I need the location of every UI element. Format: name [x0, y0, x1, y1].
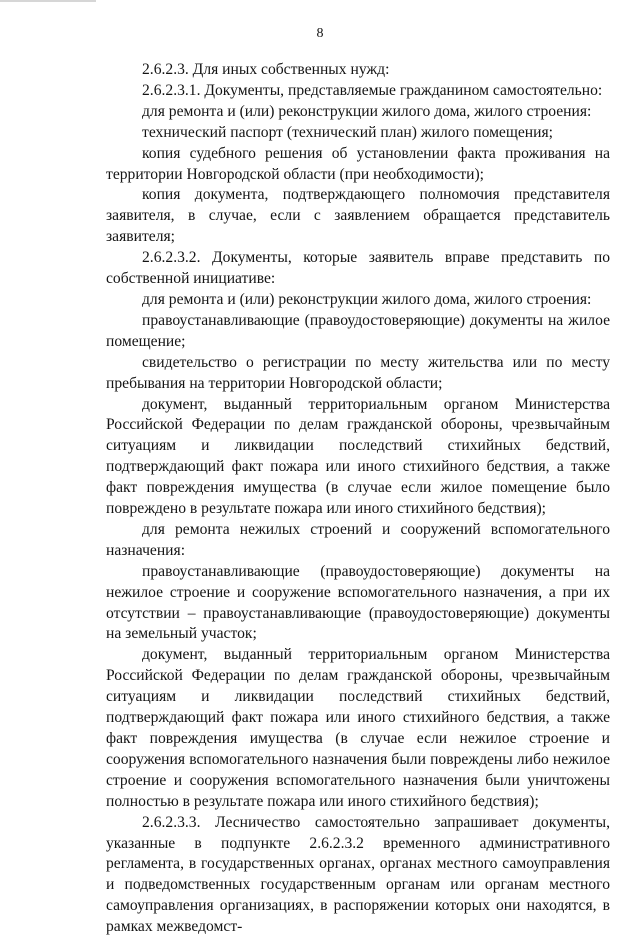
paragraph: правоустанавливающие (правоудостоверяющие) документы на жилое помещение; — [106, 311, 610, 350]
document-body — [106, 60, 610, 938]
subsection-heading-2-6-2-3-1: 2.6.2.3.1. Документы, представляемые гражданином самостоятельно: — [142, 81, 603, 99]
paragraph: документ, выданный территориальным органом Министерства Российской Федерации по делам гражданской обороны, чрезвычайным ситуациям и ликвидации последствий стихийных бедствий, подтверждающий факт пожара или иного стихийного бедствия, а также факт повреждения имущества (в случае если нежилое строение и сооружения вспомогательного назначения были повреждены либо нежилое строение и сооружения вспомогательного назначения были уничтожены полностью в результате пожара или иного стихийного бедствия); — [106, 646, 610, 810]
subsection-heading-2-6-2-3-2: 2.6.2.3.2. Документы, которые заявитель вправе представить по собственной инициативе: — [106, 249, 610, 288]
paragraph: копия документа, подтверждающего полномочия представителя заявителя, в случае, если с заявлением обращается представитель заявителя; — [106, 186, 610, 246]
paragraph: для ремонта и (или) реконструкции жилого дома, жилого строения: — [142, 290, 592, 308]
scan-edge-mark — [0, 0, 96, 2]
paragraph: свидетельство о регистрации по месту жительства или по месту пребывания на территории Новгородской области; — [106, 353, 610, 392]
paragraph: технический паспорт (технический план) жилого помещения; — [142, 123, 553, 141]
section-heading-2-6-2-3: 2.6.2.3. Для иных собственных нужд: — [142, 61, 390, 78]
paragraph: копия судебного решения об установлении факта проживания на территории Новгородской области (при необходимости); — [106, 144, 610, 183]
paragraph: для ремонта и (или) реконструкции жилого дома, жилого строения: — [142, 102, 592, 120]
paragraph: для ремонта нежилых строений и сооружений вспомогательного назначения: — [106, 520, 610, 559]
paragraph: документ, выданный территориальным органом Министерства Российской Федерации по делам гражданской обороны, чрезвычайным ситуациям и ликвидации последствий стихийных бедствий, подтверждающий факт пожара или иного стихийного бедствия, а также факт повреждения имущества (в случае если жилое помещение было повреждено в результате пожара или иного стихийного бедствия); — [106, 395, 610, 518]
subsection-heading-2-6-2-3-3: 2.6.2.3.3. Лесничество самостоятельно запрашивает документы, указанные в подпункте 2.6.2.3.2 временного административного регламента, в государственных органах, органах местного самоуправления и подведомственных государственным органам или органам местного самоуправления организациях, в распоряжении которых они находятся, в рамках межведомст- — [106, 813, 610, 936]
page-number: 8 — [316, 26, 324, 41]
paragraph: правоустанавливающие (правоудостоверяющие) документы на нежилое строение и сооружение вспомогательного назначения, а при их отсутствии – правоустанавливающие (правоудостоверяющие) документы на земельный участок; — [106, 562, 610, 643]
